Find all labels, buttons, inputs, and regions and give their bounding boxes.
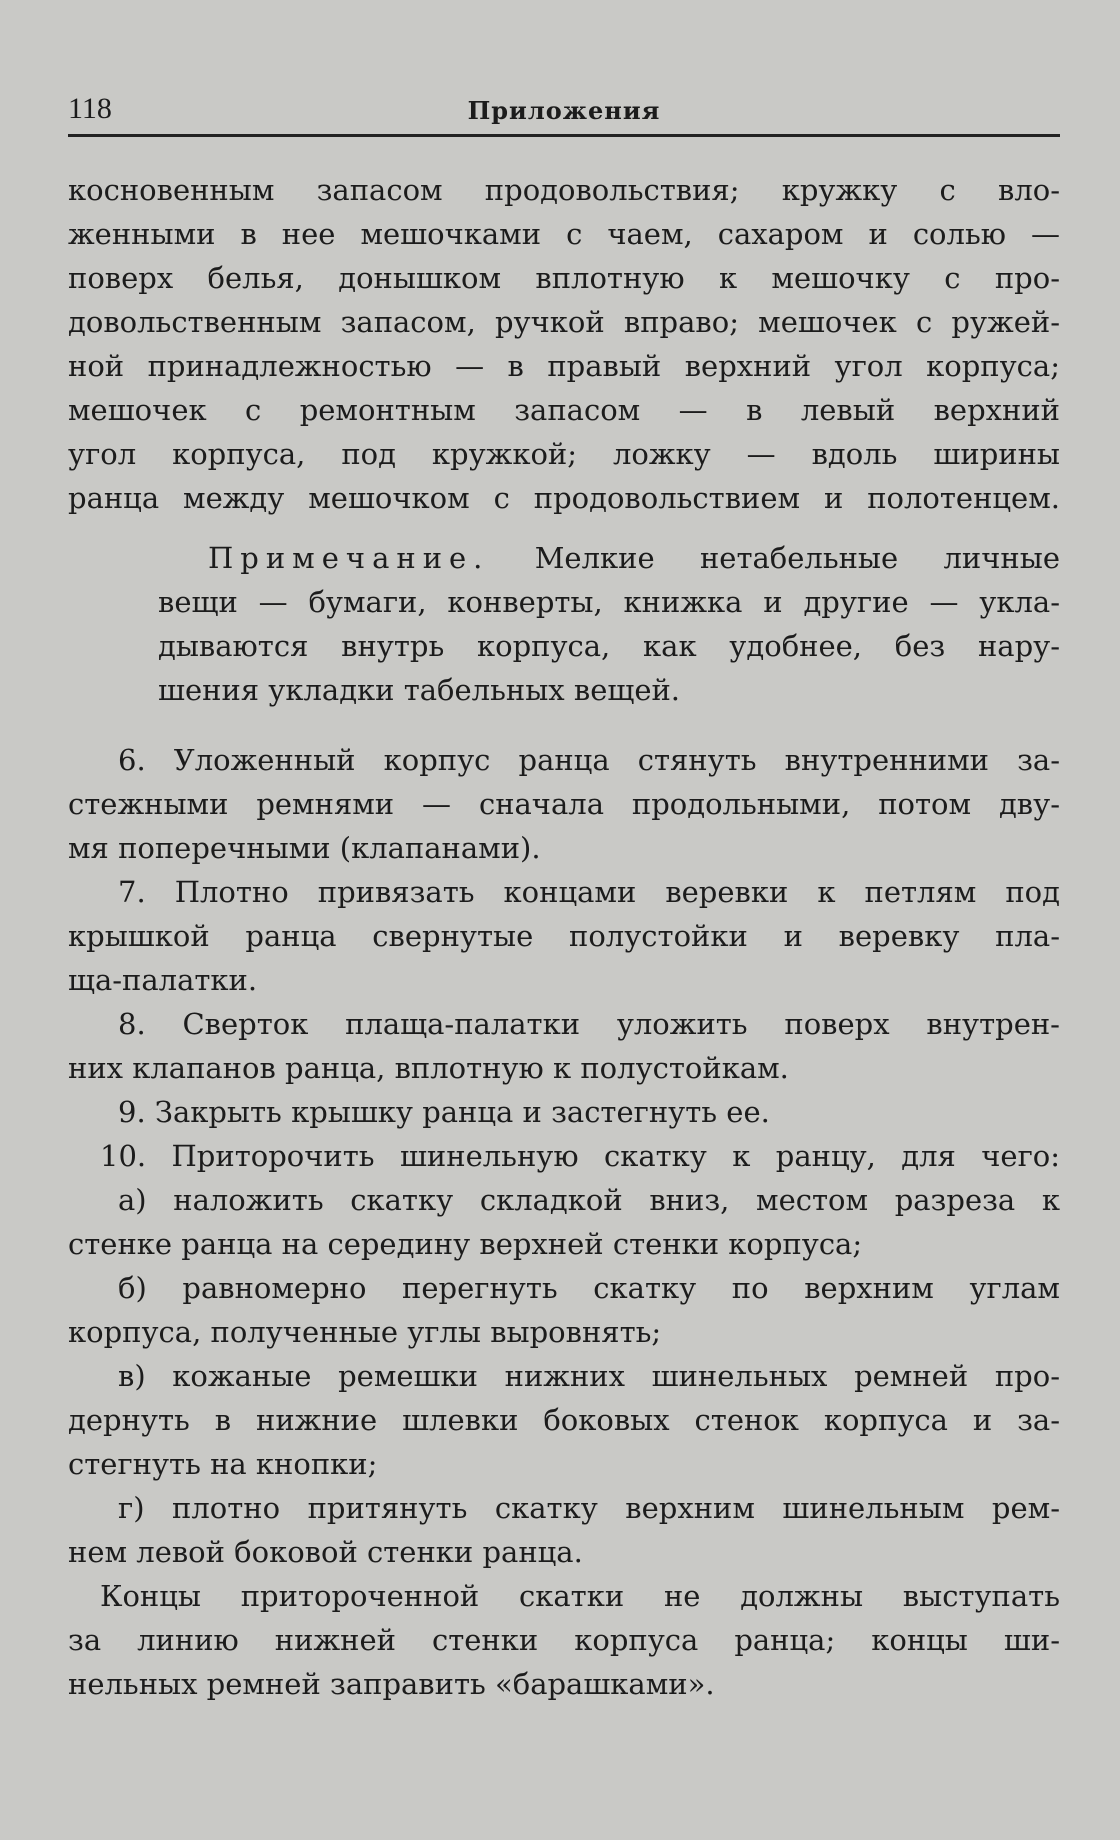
page-header: [68, 92, 1060, 137]
text-line: г) плотно притянуть скатку верхним шинельным рем-: [118, 1491, 1060, 1525]
text-line: б) равномерно перегнуть скатку по верхним углам: [118, 1271, 1060, 1305]
text-line: них клапанов ранца, вплотную к полустойкам.: [68, 1051, 789, 1085]
running-title: Приложения: [467, 96, 661, 125]
text-line: нем левой боковой стенки ранца.: [68, 1535, 583, 1569]
text-line: вещи — бумаги, конверты, книжка и другие — укла-: [158, 585, 1060, 619]
text-line: 10. Приторочить шинельную скатку к ранцу, для чего:: [100, 1139, 1060, 1173]
text-line: дернуть в нижние шлевки боковых стенок корпуса и за-: [68, 1403, 1060, 1437]
text-line: 9. Закрыть крышку ранца и застегнуть ее.: [118, 1095, 770, 1129]
note: [158, 536, 1060, 712]
text-line: Концы приторoченной скатки не должны выступать: [100, 1579, 1060, 1613]
text-line: стегнуть на кнопки;: [68, 1447, 378, 1481]
text-line: крышкой ранца свернутые полустойки и веревку пла-: [68, 919, 1060, 953]
text-line: косновенным запасом продовольствия; кружку с вло-: [68, 173, 1060, 207]
paragraph-1: [68, 168, 1060, 520]
text-line: мя поперечными (клапанами).: [68, 831, 541, 865]
text-line: ранца между мешочком с продовольствием и полотенцем.: [68, 481, 1060, 515]
note-first-line: [158, 536, 1060, 580]
text-line: мешочек с ремонтным запасом — в левый верхний: [68, 393, 1060, 427]
text-line: шения укладки табельных вещей.: [158, 673, 681, 707]
text-line: корпуса, полученные углы выровнять;: [68, 1315, 662, 1349]
text-line: дываются внутрь корпуса, как удобнее, без нару-: [158, 629, 1060, 663]
text-line: довольственным запасом, ручкой вправо; мешочек с ружей-: [68, 305, 1060, 339]
text-line: 8. Сверток плаща-палатки уложить поверх внутрен-: [118, 1007, 1060, 1041]
text-line: угол корпуса, под кружкой; ложку — вдоль ширины: [68, 437, 1060, 471]
text-line: ща-палатки.: [68, 963, 258, 997]
note-first-line-text: Мелкие нетабельные личные: [534, 541, 1060, 575]
text-line: за линию нижней стенки корпуса ранца; концы ши-: [68, 1623, 1060, 1657]
text-line: в) кожаные ремешки нижних шинельных ремней про-: [118, 1359, 1060, 1393]
text-line: а) наложить скатку складкой вниз, местом разреза к: [118, 1183, 1060, 1217]
text-line: стежными ремнями — сначала продольными, потом дву-: [68, 787, 1060, 821]
numbered-items: [68, 738, 1060, 1706]
text-line: нельных ремней заправить «барашками».: [68, 1667, 715, 1701]
page-number: 118: [68, 92, 112, 125]
note-label: Примечание.: [208, 541, 490, 575]
text-line: стенке ранца на середину верхней стенки корпуса;: [68, 1227, 863, 1261]
text-line: женными в нее мешочками с чаем, сахаром и солью —: [68, 217, 1060, 251]
text-line: ной принадлежностью — в правый верхний угол корпуса;: [68, 349, 1060, 383]
text-line: 7. Плотно привязать концами веревки к петлям под: [118, 875, 1060, 909]
text-line: 6. Уложенный корпус ранца стянуть внутренними за-: [118, 743, 1060, 777]
text-line: поверх белья, донышком вплотную к мешочку с про-: [68, 261, 1060, 295]
